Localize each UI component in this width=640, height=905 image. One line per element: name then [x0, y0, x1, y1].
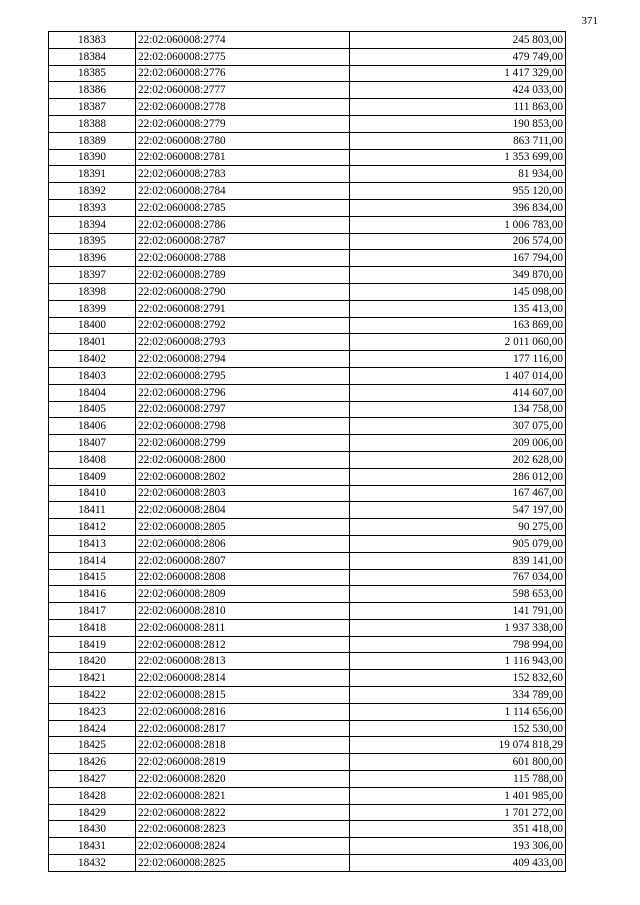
cadastral-number-cell: 22:02:060008:2798	[136, 418, 350, 435]
value-cell: 145 098,00	[350, 283, 566, 300]
cadastral-number-cell: 22:02:060008:2792	[136, 317, 350, 334]
table-row	[49, 787, 566, 804]
value-cell: 547 197,00	[350, 502, 566, 519]
row-number-cell: 18394	[49, 216, 136, 233]
cadastral-number-cell: 22:02:060008:2805	[136, 519, 350, 536]
table-row	[49, 82, 566, 99]
value-cell: 177 116,00	[350, 351, 566, 368]
table-row	[49, 401, 566, 418]
value-cell: 163 869,00	[350, 317, 566, 334]
value-cell: 111 863,00	[350, 99, 566, 116]
table-row	[49, 804, 566, 821]
value-cell: 134 758,00	[350, 401, 566, 418]
cadastral-number-cell: 22:02:060008:2804	[136, 502, 350, 519]
table-row	[49, 485, 566, 502]
cadastral-number-cell: 22:02:060008:2777	[136, 82, 350, 99]
cadastral-number-cell: 22:02:060008:2796	[136, 384, 350, 401]
row-number-cell: 18387	[49, 99, 136, 116]
cadastral-number-cell: 22:02:060008:2802	[136, 468, 350, 485]
table-row	[49, 720, 566, 737]
cadastral-number-cell: 22:02:060008:2808	[136, 569, 350, 586]
row-number-cell: 18431	[49, 838, 136, 855]
cadastral-number-cell: 22:02:060008:2783	[136, 166, 350, 183]
row-number-cell: 18420	[49, 653, 136, 670]
table-row	[49, 771, 566, 788]
row-number-cell: 18413	[49, 535, 136, 552]
row-number-cell: 18402	[49, 351, 136, 368]
table-row	[49, 351, 566, 368]
value-cell: 1 116 943,00	[350, 653, 566, 670]
row-number-cell: 18426	[49, 754, 136, 771]
cadastral-number-cell: 22:02:060008:2800	[136, 451, 350, 468]
row-number-cell: 18403	[49, 367, 136, 384]
value-cell: 286 012,00	[350, 468, 566, 485]
value-cell: 798 994,00	[350, 636, 566, 653]
row-number-cell: 18418	[49, 619, 136, 636]
table-row	[49, 233, 566, 250]
cadastral-number-cell: 22:02:060008:2806	[136, 535, 350, 552]
row-number-cell: 18419	[49, 636, 136, 653]
row-number-cell: 18399	[49, 300, 136, 317]
cadastral-number-cell: 22:02:060008:2811	[136, 619, 350, 636]
table-row	[49, 384, 566, 401]
table-row	[49, 519, 566, 536]
cadastral-number-cell: 22:02:060008:2813	[136, 653, 350, 670]
table-row	[49, 334, 566, 351]
table-row	[49, 855, 566, 872]
cadastral-number-cell: 22:02:060008:2778	[136, 99, 350, 116]
row-number-cell: 18408	[49, 451, 136, 468]
value-cell: 81 934,00	[350, 166, 566, 183]
value-cell: 1 114 656,00	[350, 703, 566, 720]
row-number-cell: 18424	[49, 720, 136, 737]
value-cell: 209 006,00	[350, 435, 566, 452]
cadastral-number-cell: 22:02:060008:2774	[136, 32, 350, 49]
table-row	[49, 703, 566, 720]
row-number-cell: 18422	[49, 687, 136, 704]
value-cell: 1 937 338,00	[350, 619, 566, 636]
table-row	[49, 569, 566, 586]
value-cell: 90 275,00	[350, 519, 566, 536]
row-number-cell: 18404	[49, 384, 136, 401]
table-row	[49, 115, 566, 132]
cadastral-number-cell: 22:02:060008:2820	[136, 771, 350, 788]
cadastral-number-cell: 22:02:060008:2788	[136, 250, 350, 267]
table-row	[49, 283, 566, 300]
value-cell: 193 306,00	[350, 838, 566, 855]
row-number-cell: 18412	[49, 519, 136, 536]
value-cell: 839 141,00	[350, 552, 566, 569]
value-cell: 141 791,00	[350, 603, 566, 620]
value-cell: 767 034,00	[350, 569, 566, 586]
value-cell: 601 800,00	[350, 754, 566, 771]
row-number-cell: 18385	[49, 65, 136, 82]
cadastral-number-cell: 22:02:060008:2786	[136, 216, 350, 233]
row-number-cell: 18430	[49, 821, 136, 838]
table-row	[49, 468, 566, 485]
row-number-cell: 18400	[49, 317, 136, 334]
value-cell: 1 401 985,00	[350, 787, 566, 804]
row-number-cell: 18392	[49, 183, 136, 200]
row-number-cell: 18417	[49, 603, 136, 620]
value-cell: 245 803,00	[350, 32, 566, 49]
cadastral-number-cell: 22:02:060008:2812	[136, 636, 350, 653]
row-number-cell: 18406	[49, 418, 136, 435]
cadastral-number-cell: 22:02:060008:2819	[136, 754, 350, 771]
value-cell: 349 870,00	[350, 267, 566, 284]
value-cell: 202 628,00	[350, 451, 566, 468]
value-cell: 135 413,00	[350, 300, 566, 317]
value-cell: 409 433,00	[350, 855, 566, 872]
value-cell: 1 417 329,00	[350, 65, 566, 82]
row-number-cell: 18414	[49, 552, 136, 569]
page-number: 371	[581, 15, 598, 27]
table-row	[49, 737, 566, 754]
value-cell: 190 853,00	[350, 115, 566, 132]
value-cell: 414 607,00	[350, 384, 566, 401]
table-row	[49, 586, 566, 603]
table-row	[49, 435, 566, 452]
cadastral-number-cell: 22:02:060008:2784	[136, 183, 350, 200]
row-number-cell: 18386	[49, 82, 136, 99]
value-cell: 152 832,60	[350, 670, 566, 687]
row-number-cell: 18405	[49, 401, 136, 418]
row-number-cell: 18393	[49, 199, 136, 216]
value-cell: 152 530,00	[350, 720, 566, 737]
value-cell: 19 074 818,29	[350, 737, 566, 754]
value-cell: 167 794,00	[350, 250, 566, 267]
cadastral-number-cell: 22:02:060008:2781	[136, 149, 350, 166]
row-number-cell: 18416	[49, 586, 136, 603]
table-row	[49, 687, 566, 704]
value-cell: 1 407 014,00	[350, 367, 566, 384]
cadastral-number-cell: 22:02:060008:2776	[136, 65, 350, 82]
value-cell: 1 701 272,00	[350, 804, 566, 821]
row-number-cell: 18401	[49, 334, 136, 351]
table-row	[49, 636, 566, 653]
row-number-cell: 18389	[49, 132, 136, 149]
table-row	[49, 183, 566, 200]
cadastral-number-cell: 22:02:060008:2822	[136, 804, 350, 821]
row-number-cell: 18427	[49, 771, 136, 788]
cadastral-number-cell: 22:02:060008:2807	[136, 552, 350, 569]
table-row	[49, 317, 566, 334]
table-row	[49, 535, 566, 552]
cadastral-number-cell: 22:02:060008:2825	[136, 855, 350, 872]
row-number-cell: 18395	[49, 233, 136, 250]
row-number-cell: 18421	[49, 670, 136, 687]
value-cell: 351 418,00	[350, 821, 566, 838]
table-row	[49, 300, 566, 317]
value-cell: 598 653,00	[350, 586, 566, 603]
table-row	[49, 619, 566, 636]
cadastral-number-cell: 22:02:060008:2824	[136, 838, 350, 855]
value-cell: 955 120,00	[350, 183, 566, 200]
cadastral-number-cell: 22:02:060008:2795	[136, 367, 350, 384]
cadastral-number-cell: 22:02:060008:2816	[136, 703, 350, 720]
table-row	[49, 502, 566, 519]
row-number-cell: 18398	[49, 283, 136, 300]
cadastral-number-cell: 22:02:060008:2799	[136, 435, 350, 452]
value-cell: 167 467,00	[350, 485, 566, 502]
cadastral-number-cell: 22:02:060008:2823	[136, 821, 350, 838]
row-number-cell: 18396	[49, 250, 136, 267]
cadastral-number-cell: 22:02:060008:2794	[136, 351, 350, 368]
cadastral-number-cell: 22:02:060008:2793	[136, 334, 350, 351]
value-cell: 334 789,00	[350, 687, 566, 704]
value-cell: 396 834,00	[350, 199, 566, 216]
table-row	[49, 199, 566, 216]
row-number-cell: 18391	[49, 166, 136, 183]
row-number-cell: 18432	[49, 855, 136, 872]
cadastral-table	[48, 31, 566, 872]
cadastral-number-cell: 22:02:060008:2787	[136, 233, 350, 250]
table-row	[49, 32, 566, 49]
table-row	[49, 166, 566, 183]
row-number-cell: 18410	[49, 485, 136, 502]
table-row	[49, 99, 566, 116]
cadastral-number-cell: 22:02:060008:2810	[136, 603, 350, 620]
row-number-cell: 18411	[49, 502, 136, 519]
table-row	[49, 216, 566, 233]
value-cell: 905 079,00	[350, 535, 566, 552]
table-body	[49, 32, 566, 872]
row-number-cell: 18423	[49, 703, 136, 720]
cadastral-number-cell: 22:02:060008:2791	[136, 300, 350, 317]
row-number-cell: 18388	[49, 115, 136, 132]
table-row	[49, 754, 566, 771]
cadastral-number-cell: 22:02:060008:2814	[136, 670, 350, 687]
row-number-cell: 18429	[49, 804, 136, 821]
cadastral-number-cell: 22:02:060008:2790	[136, 283, 350, 300]
row-number-cell: 18390	[49, 149, 136, 166]
cadastral-number-cell: 22:02:060008:2821	[136, 787, 350, 804]
table-row	[49, 132, 566, 149]
table-row	[49, 603, 566, 620]
value-cell: 479 749,00	[350, 48, 566, 65]
cadastral-number-cell: 22:02:060008:2818	[136, 737, 350, 754]
cadastral-number-cell: 22:02:060008:2797	[136, 401, 350, 418]
value-cell: 1 353 699,00	[350, 149, 566, 166]
table-row	[49, 48, 566, 65]
table-row	[49, 267, 566, 284]
cadastral-number-cell: 22:02:060008:2785	[136, 199, 350, 216]
cadastral-number-cell: 22:02:060008:2815	[136, 687, 350, 704]
value-cell: 863 711,00	[350, 132, 566, 149]
row-number-cell: 18383	[49, 32, 136, 49]
table-row	[49, 250, 566, 267]
table-row	[49, 821, 566, 838]
table-row	[49, 838, 566, 855]
value-cell: 307 075,00	[350, 418, 566, 435]
row-number-cell: 18425	[49, 737, 136, 754]
cadastral-number-cell: 22:02:060008:2779	[136, 115, 350, 132]
row-number-cell: 18384	[49, 48, 136, 65]
cadastral-number-cell: 22:02:060008:2789	[136, 267, 350, 284]
cadastral-number-cell: 22:02:060008:2803	[136, 485, 350, 502]
row-number-cell: 18407	[49, 435, 136, 452]
table-row	[49, 418, 566, 435]
table-row	[49, 451, 566, 468]
value-cell: 206 574,00	[350, 233, 566, 250]
table-row	[49, 653, 566, 670]
value-cell: 115 788,00	[350, 771, 566, 788]
value-cell: 424 033,00	[350, 82, 566, 99]
table-row	[49, 65, 566, 82]
cadastral-number-cell: 22:02:060008:2817	[136, 720, 350, 737]
cadastral-number-cell: 22:02:060008:2780	[136, 132, 350, 149]
row-number-cell: 18409	[49, 468, 136, 485]
cadastral-number-cell: 22:02:060008:2809	[136, 586, 350, 603]
row-number-cell: 18397	[49, 267, 136, 284]
table-row	[49, 670, 566, 687]
value-cell: 2 011 060,00	[350, 334, 566, 351]
value-cell: 1 006 783,00	[350, 216, 566, 233]
row-number-cell: 18415	[49, 569, 136, 586]
table-row	[49, 367, 566, 384]
cadastral-number-cell: 22:02:060008:2775	[136, 48, 350, 65]
table-row	[49, 149, 566, 166]
table-row	[49, 552, 566, 569]
row-number-cell: 18428	[49, 787, 136, 804]
